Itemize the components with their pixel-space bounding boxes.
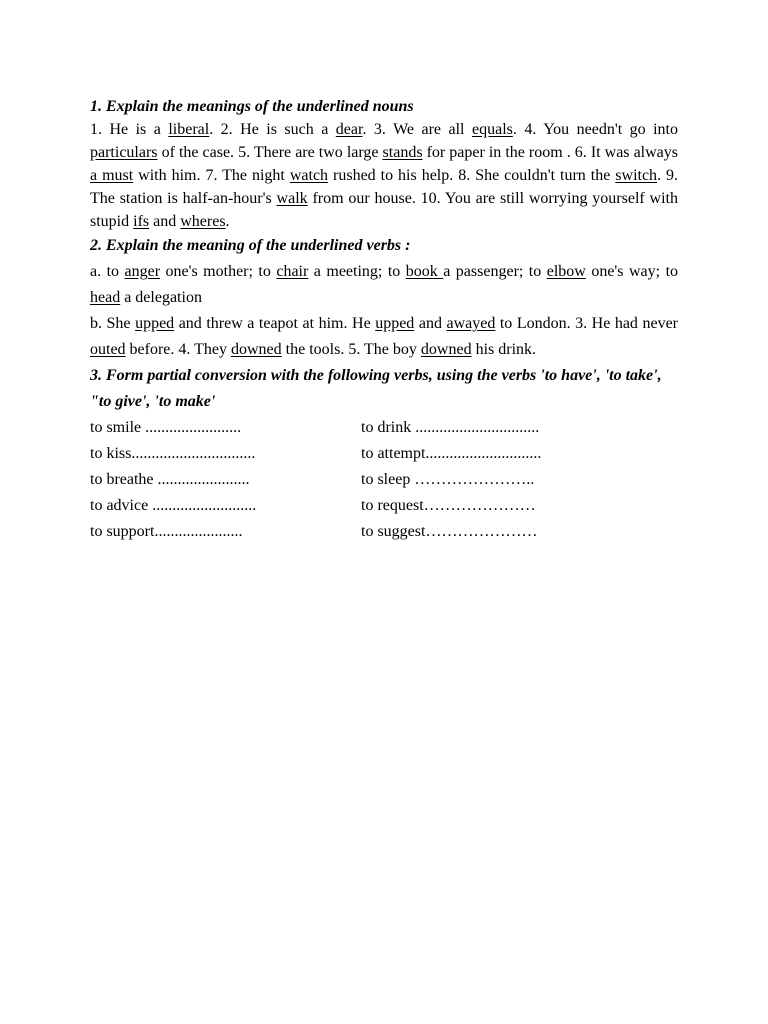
text-run: to London. 3. He had never <box>495 315 678 332</box>
underlined-word: downed <box>420 341 472 358</box>
underlined-word: book <box>405 263 444 280</box>
section2-heading: 2. Explain the meaning of the underlined verbs : <box>90 237 411 254</box>
underlined-word: particulars <box>90 144 158 161</box>
text-run: before. 4. They <box>125 341 231 358</box>
underlined-word: a must <box>90 167 134 184</box>
text-run: b. She <box>90 315 136 332</box>
document-page <box>90 95 678 545</box>
text-run: . <box>225 213 230 230</box>
underlined-word: equals <box>471 121 513 138</box>
text-run: with him. 7. The night <box>133 167 290 184</box>
text-run: and <box>149 213 181 230</box>
underlined-word: awayed <box>446 315 496 332</box>
text-run: for paper in the room . 6. It was always <box>422 144 678 161</box>
underlined-word: dear <box>335 121 363 138</box>
text-run: . 4. You needn't go into <box>512 121 679 138</box>
text-run: a delegation <box>120 289 202 306</box>
underlined-word: elbow <box>546 263 586 280</box>
text-run: and threw a teapot at him. He <box>174 315 376 332</box>
text-run: . 2. He is such a <box>209 121 336 138</box>
text-run: a meeting; to <box>308 263 406 280</box>
text-run: . 9. The station is half-an-hour's <box>90 167 679 207</box>
underlined-word: ifs <box>133 213 150 230</box>
verb-item: to smile ........................ <box>90 419 242 436</box>
text-run: a. to <box>90 263 125 280</box>
text-run: from our house. 10. You are still worrying yourself with stupid <box>90 190 679 230</box>
text-run: one's mother; to <box>160 263 277 280</box>
section1-heading: 1. Explain the meanings of the underlined nouns <box>90 98 414 115</box>
text-run: his drink. <box>471 341 537 358</box>
section2-paragraph-b <box>90 311 678 363</box>
verb-list <box>90 415 678 545</box>
underlined-word: upped <box>375 315 415 332</box>
text-run: . 3. We are all <box>362 121 472 138</box>
underlined-word: walk <box>276 190 308 207</box>
underlined-word: outed <box>90 341 126 358</box>
verb-item: to drink ............................... <box>361 419 540 436</box>
underlined-word: wheres <box>180 213 226 230</box>
text-run: and <box>414 315 447 332</box>
section3-heading: 3. Form partial conversion with the following verbs, using the verbs 'to have', 'to take', "to give', 'to make' <box>90 367 662 410</box>
verb-item: to suggest………………… <box>361 523 538 540</box>
text-run: a passenger; to <box>443 263 547 280</box>
text-run: the tools. 5. The boy <box>281 341 421 358</box>
underlined-word: downed <box>231 341 282 358</box>
underlined-word: switch <box>615 167 658 184</box>
verb-item: to kiss............................... <box>90 445 256 462</box>
underlined-word: upped <box>135 315 175 332</box>
underlined-word: liberal <box>168 121 210 138</box>
verb-item: to breathe ....................... <box>90 471 250 488</box>
text-run: rushed to his help. 8. She couldn't turn the <box>328 167 616 184</box>
verb-item: to support...................... <box>90 523 243 540</box>
verb-item: to request………………… <box>361 497 536 514</box>
text-run: of the case. 5. There are two large <box>157 144 383 161</box>
underlined-word: chair <box>276 263 309 280</box>
section2-paragraph-a <box>90 259 678 311</box>
underlined-word: stands <box>382 144 423 161</box>
text-run: one's way; to <box>585 263 679 280</box>
text-run: 1. He is a <box>90 121 169 138</box>
verb-item: to advice .......................... <box>90 497 257 514</box>
underlined-word: anger <box>124 263 161 280</box>
verb-item: to sleep ………………….. <box>361 471 535 488</box>
section1-paragraph <box>90 118 678 233</box>
verb-item: to attempt............................. <box>361 445 542 462</box>
underlined-word: watch <box>289 167 329 184</box>
underlined-word: head <box>90 289 121 306</box>
